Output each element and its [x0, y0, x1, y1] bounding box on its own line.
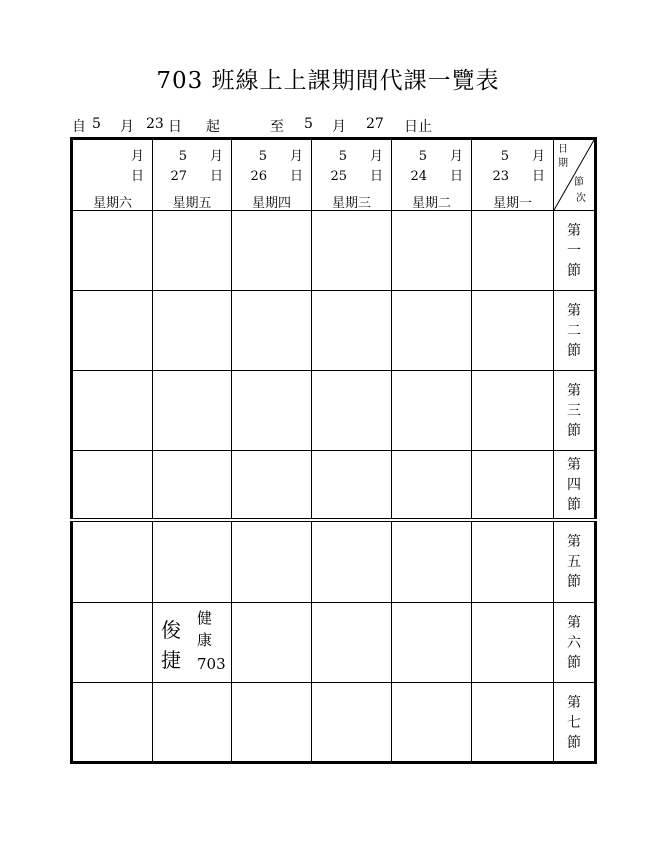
- slot-cell[interactable]: [232, 602, 312, 682]
- slot-cell[interactable]: [232, 371, 312, 451]
- day-header-wed: 5 月 25 日 星期三: [312, 139, 392, 211]
- slot-cell[interactable]: [392, 451, 472, 520]
- period-row-4: [72, 451, 596, 520]
- page-title: 703 班線上上課期間代課一覽表: [156, 68, 500, 94]
- slot-cell[interactable]: [72, 520, 153, 602]
- range-start-day: 23: [146, 116, 164, 132]
- slot-cell[interactable]: [232, 520, 312, 602]
- slot-cell[interactable]: [312, 602, 392, 682]
- slot-cell[interactable]: [392, 211, 472, 291]
- slot-cell[interactable]: [472, 451, 554, 520]
- slot-cell[interactable]: [72, 451, 153, 520]
- period-row-3: [72, 371, 596, 451]
- slot-cell[interactable]: [312, 682, 392, 762]
- slot-cell[interactable]: [472, 520, 554, 602]
- weekday-label: 星期三: [331, 196, 371, 211]
- slot-cell[interactable]: [312, 211, 392, 291]
- slot-cell[interactable]: [312, 291, 392, 371]
- period-label: 第七節: [554, 682, 596, 762]
- period-row-6: [72, 602, 596, 682]
- day-header-thu: 5 月 26 日 星期四: [232, 139, 312, 211]
- period-label: 第二節: [554, 291, 596, 371]
- range-prefix: 自: [72, 119, 86, 135]
- slot-cell[interactable]: [153, 291, 232, 371]
- weekday-label: 星期四: [251, 196, 291, 211]
- corner-date-char: 期: [558, 158, 568, 169]
- slot-cell[interactable]: [392, 520, 472, 602]
- range-end-day: 27: [366, 116, 384, 132]
- slot-cell[interactable]: [153, 211, 232, 291]
- slot-cell[interactable]: [472, 682, 554, 762]
- slot-cell[interactable]: [72, 291, 153, 371]
- range-start-suffix: 起: [206, 119, 220, 135]
- day-header-sat: 月 日 星期六: [72, 139, 153, 211]
- weekday-label: 星期五: [172, 196, 212, 211]
- slot-cell[interactable]: [472, 602, 554, 682]
- period-row-5: [72, 520, 596, 602]
- weekday-label: 星期一: [492, 196, 532, 211]
- slot-cell[interactable]: [232, 291, 312, 371]
- day-header-fri: 5 月 27 日 星期五: [153, 139, 232, 211]
- period-row-7: [72, 682, 596, 762]
- period-label: 第四節: [554, 451, 596, 520]
- header-row: [72, 139, 596, 211]
- slot-cell-friday-p6[interactable]: [153, 602, 232, 682]
- slot-cell[interactable]: [312, 371, 392, 451]
- slot-cell[interactable]: [392, 291, 472, 371]
- range-day-char: 日: [168, 119, 182, 135]
- range-end-suffix: 日止: [404, 119, 432, 135]
- slot-cell[interactable]: [153, 682, 232, 762]
- slot-cell[interactable]: [472, 211, 554, 291]
- day-header-tue: 5 月 24 日 星期二: [392, 139, 472, 211]
- corner-period-char: 次: [576, 193, 586, 204]
- period-row-2: [72, 291, 596, 371]
- slot-cell[interactable]: [232, 451, 312, 520]
- slot-cell[interactable]: [312, 451, 392, 520]
- period-label: 第三節: [554, 371, 596, 451]
- range-to: 至: [270, 119, 284, 135]
- slot-cell[interactable]: [72, 211, 153, 291]
- slot-cell[interactable]: [472, 371, 554, 451]
- range-end-month: 5: [304, 116, 313, 132]
- slot-cell[interactable]: [232, 211, 312, 291]
- slot-cell[interactable]: [312, 520, 392, 602]
- slot-cell[interactable]: [72, 602, 153, 682]
- corner-period-char: 節: [574, 177, 584, 188]
- subject-name: 健康: [197, 608, 213, 649]
- slot-cell[interactable]: [472, 291, 554, 371]
- slot-cell[interactable]: [392, 371, 472, 451]
- slot-cell[interactable]: [153, 451, 232, 520]
- period-label: 第一節: [554, 211, 596, 291]
- period-label: 第五節: [554, 520, 596, 602]
- weekday-label: 星期六: [92, 196, 132, 211]
- slot-cell[interactable]: [153, 520, 232, 602]
- substitute-teacher: 俊捷: [161, 617, 181, 672]
- day-header-mon: 5 月 23 日 星期一: [472, 139, 554, 211]
- slot-cell[interactable]: [72, 682, 153, 762]
- class-number: 703: [197, 654, 226, 673]
- range-month-char: 月: [120, 119, 134, 135]
- weekday-label: 星期二: [411, 196, 451, 211]
- period-label: 第六節: [554, 602, 596, 682]
- slot-cell[interactable]: [392, 682, 472, 762]
- range-start-month: 5: [92, 116, 101, 132]
- slot-cell[interactable]: [153, 371, 232, 451]
- period-row-1: [72, 211, 596, 291]
- corner-date-char: 日: [558, 144, 568, 155]
- substitution-table: [70, 137, 597, 764]
- range-month-char-2: 月: [332, 119, 346, 135]
- slot-cell[interactable]: [392, 602, 472, 682]
- slot-cell[interactable]: [232, 682, 312, 762]
- slot-cell[interactable]: [72, 371, 153, 451]
- corner-header: [554, 139, 596, 211]
